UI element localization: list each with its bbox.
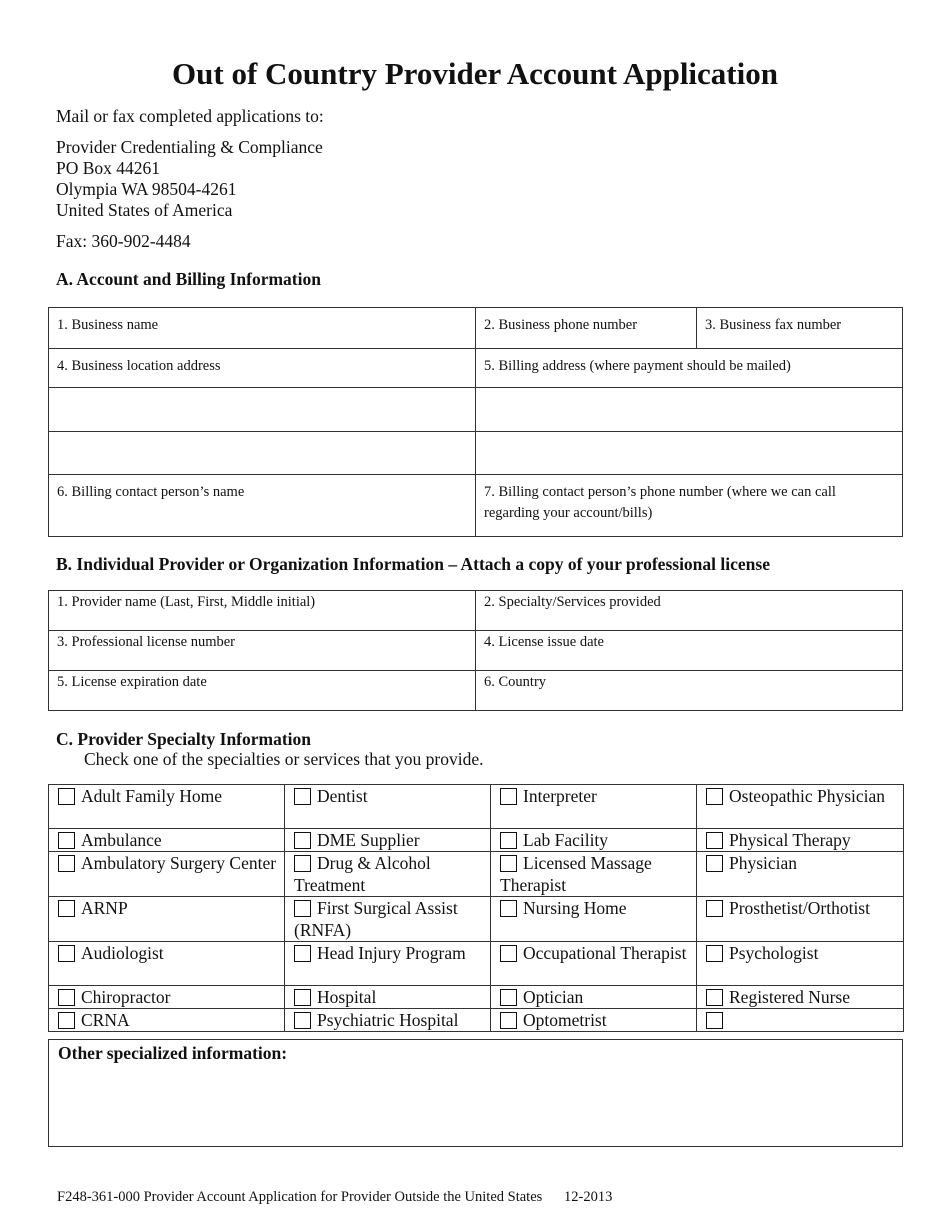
specialty-label: ARNP — [81, 898, 128, 918]
specialty-cell — [49, 897, 285, 942]
business-name-field[interactable] — [48, 307, 476, 349]
specialty-checkbox[interactable] — [294, 832, 311, 849]
specialty-checkbox[interactable] — [58, 1012, 75, 1029]
specialty-checkbox[interactable] — [706, 855, 723, 872]
specialty-checkbox[interactable] — [58, 945, 75, 962]
mail-intro: Mail or fax completed applications to: — [56, 106, 324, 126]
specialty-label: Physician — [729, 853, 798, 873]
specialty-cell — [491, 852, 697, 897]
other-specialized-info-label: Other specialized information: — [58, 1043, 288, 1063]
specialty-label: Drug & Alcohol Treatment — [294, 853, 431, 895]
specialty-label: Dentist — [317, 786, 368, 806]
specialty-label: Hospital — [317, 987, 377, 1007]
specialty-checkbox[interactable] — [58, 989, 75, 1006]
business-phone-field[interactable] — [475, 307, 697, 349]
specialty-checkbox[interactable] — [706, 900, 723, 917]
specialty-checkbox[interactable] — [58, 855, 75, 872]
specialty-cell — [697, 986, 904, 1009]
address-line-3: Olympia WA 98504-4261 — [56, 179, 237, 199]
specialty-cell — [697, 942, 904, 986]
specialty-cell — [285, 897, 491, 942]
address-line-1: Provider Credentialing & Compliance — [56, 137, 323, 157]
specialty-label: Optometrist — [523, 1010, 607, 1030]
specialty-cell — [49, 986, 285, 1009]
specialty-label: First Surgical Assist (RNFA) — [294, 898, 458, 940]
specialty-cell — [285, 785, 491, 829]
business-name-label: 1. Business name — [57, 317, 159, 333]
section-b-heading: B. Individual Provider or Organization Information – Attach a copy of your professional license — [56, 554, 770, 574]
specialty-checkbox[interactable] — [706, 1012, 723, 1029]
specialty-checkbox[interactable] — [500, 900, 517, 917]
specialty-label: Lab Facility — [523, 830, 609, 850]
specialty-label: CRNA — [81, 1010, 130, 1030]
specialty-checkbox[interactable] — [500, 832, 517, 849]
specialty-cell — [49, 942, 285, 986]
specialty-checkbox[interactable] — [500, 855, 517, 872]
specialty-label: Optician — [523, 987, 584, 1007]
section-c-instruction: Check one of the specialties or services that you provide. — [84, 749, 484, 769]
business-location-address-line-2[interactable] — [48, 387, 476, 432]
business-phone-label: 2. Business phone number — [484, 317, 638, 333]
business-location-address-field[interactable] — [48, 348, 476, 388]
specialty-checkbox[interactable] — [294, 788, 311, 805]
specialty-checkbox[interactable] — [58, 832, 75, 849]
license-issue-date-field[interactable] — [475, 630, 903, 671]
specialty-cell — [491, 785, 697, 829]
specialty-row — [49, 942, 904, 986]
specialty-label: Registered Nurse — [729, 987, 851, 1007]
specialty-label: Nursing Home — [523, 898, 627, 918]
specialty-checkbox[interactable] — [58, 788, 75, 805]
specialty-services-field[interactable] — [475, 590, 903, 631]
specialty-label: DME Supplier — [317, 830, 420, 850]
specialty-checkbox[interactable] — [294, 900, 311, 917]
specialty-row — [49, 829, 904, 852]
specialty-label: Interpreter — [523, 786, 597, 806]
specialty-cell — [697, 1009, 904, 1032]
license-issue-date-label: 4. License issue date — [484, 634, 604, 650]
specialty-label: Chiropractor — [81, 987, 171, 1007]
country-field[interactable] — [475, 670, 903, 711]
specialty-cell — [491, 986, 697, 1009]
specialty-cell — [285, 986, 491, 1009]
address-line-2: PO Box 44261 — [56, 158, 161, 178]
specialty-cell — [49, 1009, 285, 1032]
specialty-services-label: 2. Specialty/Services provided — [484, 594, 661, 610]
fax-number: Fax: 360-902-4484 — [56, 231, 191, 251]
form-title: Out of Country Provider Account Application — [172, 56, 778, 91]
specialty-row — [49, 986, 904, 1009]
specialty-cell — [285, 1009, 491, 1032]
specialty-checkbox[interactable] — [706, 832, 723, 849]
business-location-address-label: 4. Business location address — [57, 358, 221, 374]
specialty-row — [49, 785, 904, 829]
specialty-label: Adult Family Home — [81, 786, 222, 806]
specialty-cell — [49, 785, 285, 829]
address-line-4: United States of America — [56, 200, 233, 220]
country-label: 6. Country — [484, 674, 547, 690]
other-specialized-info-field[interactable] — [48, 1039, 903, 1147]
specialty-checkbox[interactable] — [706, 788, 723, 805]
billing-contact-name-field[interactable] — [48, 474, 476, 537]
billing-address-line-2[interactable] — [475, 387, 903, 432]
specialty-checkbox[interactable] — [500, 945, 517, 962]
license-number-label: 3. Professional license number — [57, 634, 235, 650]
specialty-label: Audiologist — [81, 943, 164, 963]
specialty-checkbox[interactable] — [500, 1012, 517, 1029]
mailing-address — [56, 137, 323, 221]
specialty-cell — [697, 829, 904, 852]
specialty-row — [49, 852, 904, 897]
specialty-cell — [49, 829, 285, 852]
specialty-row — [49, 897, 904, 942]
form-footer: F248-361-000 Provider Account Application for Provider Outside the United States 12-2013 — [57, 1189, 613, 1205]
provider-name-label: 1. Provider name (Last, First, Middle initial) — [57, 594, 316, 610]
specialty-cell — [491, 942, 697, 986]
business-fax-field[interactable] — [696, 307, 903, 349]
section-a-heading: A. Account and Billing Information — [56, 269, 321, 289]
specialty-cell — [285, 942, 491, 986]
business-location-address-line-3[interactable] — [48, 431, 476, 475]
specialty-cell — [697, 785, 904, 829]
specialty-label: Psychiatric Hospital — [317, 1010, 459, 1030]
specialty-label: Ambulance — [81, 830, 162, 850]
specialty-cell — [285, 852, 491, 897]
specialty-checkbox[interactable] — [294, 1012, 311, 1029]
specialty-cell — [491, 1009, 697, 1032]
specialty-label: Ambulatory Surgery Center — [81, 853, 277, 873]
specialty-cell — [491, 897, 697, 942]
billing-contact-phone-field[interactable] — [475, 474, 903, 537]
specialty-label: Licensed Massage Therapist — [500, 853, 652, 895]
license-expiration-date-label: 5. License expiration date — [57, 674, 207, 690]
specialty-cell — [285, 829, 491, 852]
specialty-label: Prosthetist/Orthotist — [729, 898, 870, 918]
specialty-checkbox-grid — [48, 784, 904, 1032]
specialty-checkbox[interactable] — [500, 788, 517, 805]
specialty-cell — [49, 852, 285, 897]
specialty-label: Osteopathic Physician — [729, 786, 886, 806]
specialty-label: Psychologist — [729, 943, 819, 963]
specialty-cell — [697, 897, 904, 942]
specialty-checkbox[interactable] — [294, 989, 311, 1006]
specialty-label: Physical Therapy — [729, 830, 851, 850]
specialty-row — [49, 1009, 904, 1032]
specialty-checkbox[interactable] — [294, 945, 311, 962]
license-number-field[interactable] — [48, 630, 476, 671]
billing-address-label: 5. Billing address (where payment should be mailed) — [484, 358, 791, 374]
specialty-checkbox[interactable] — [706, 989, 723, 1006]
billing-contact-name-label: 6. Billing contact person’s name — [57, 484, 245, 500]
specialty-label: Occupational Therapist — [523, 943, 687, 963]
specialty-cell — [491, 829, 697, 852]
billing-contact-phone-label: 7. Billing contact person’s phone number (where we can call regarding your account/bills) — [484, 484, 836, 521]
specialty-checkbox[interactable] — [58, 900, 75, 917]
billing-address-field[interactable] — [475, 348, 903, 388]
specialty-checkbox[interactable] — [500, 989, 517, 1006]
provider-name-field[interactable] — [48, 590, 476, 631]
specialty-checkbox[interactable] — [706, 945, 723, 962]
specialty-label: Head Injury Program — [317, 943, 466, 963]
business-fax-label: 3. Business fax number — [705, 317, 842, 333]
license-expiration-date-field[interactable] — [48, 670, 476, 711]
billing-address-line-3[interactable] — [475, 431, 903, 475]
section-c-heading: C. Provider Specialty Information — [56, 729, 312, 749]
specialty-checkbox[interactable] — [294, 855, 311, 872]
specialty-cell — [697, 852, 904, 897]
